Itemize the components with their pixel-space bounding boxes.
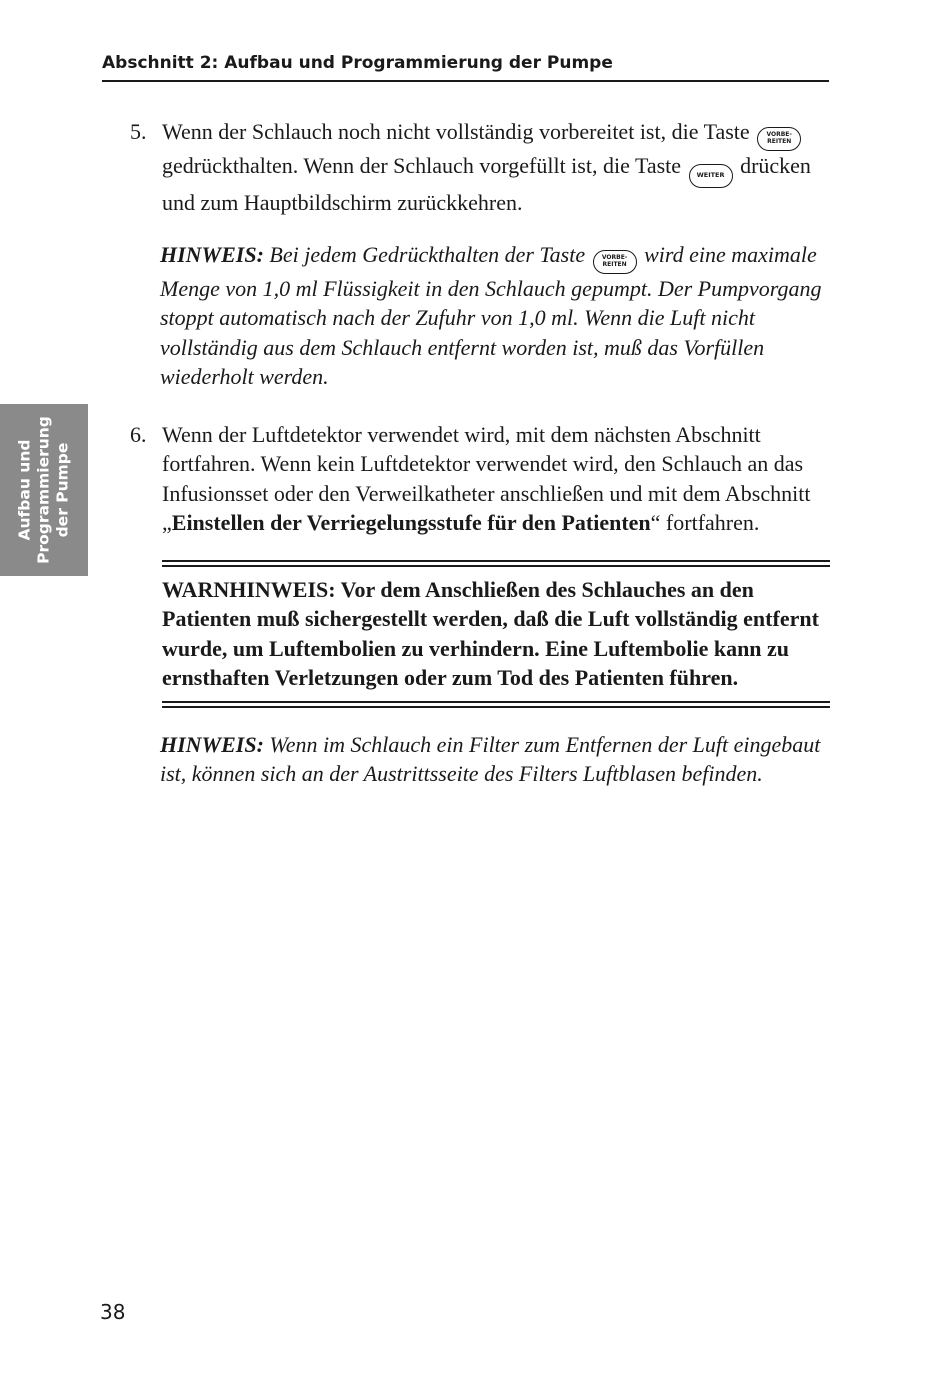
list-item-number: 5.: [130, 119, 147, 144]
running-head: Abschnitt 2: Aufbau und Programmierung der Pumpe: [102, 53, 613, 73]
list-item-5: [130, 117, 830, 218]
list-item-body: [162, 420, 830, 538]
page-number: 38: [100, 1300, 126, 1324]
item5-text-b: gedrückthalten. Wenn der Schlauch vorgefüllt ist, die Taste: [162, 153, 682, 178]
note1-text-b: wird eine maximale Menge von 1,0 ml Flüssigkeit in den Schlauch gepumpt. Der Pumpvorgang stoppt automatisch nach der Zufuhr von 1,0 ml. Wenn die Luft nicht vollständig aus dem Schlauch entfernt worden ist, muß das Vorfüllen wiederholt werden.: [160, 241, 822, 389]
key-label-line-1: VORBE-: [601, 253, 628, 261]
item5-text-a: Wenn der Schlauch noch nicht vollständig vorbereitet ist, die Taste: [162, 119, 750, 144]
key-label-line-2: REITEN: [602, 260, 627, 268]
side-tab-label: [16, 416, 73, 564]
vorbereiten-key-icon: [757, 127, 801, 151]
item6-text-a: Wenn der Luftdetektor verwendet wird, mit dem nächsten Abschnitt fortfahren. Wenn kein Luftdetektor verwendet wird, den Schlauch an das Infusionsset oder den Verweilkatheter anschließen und mit dem Abschnitt „: [162, 421, 811, 535]
side-tab: [0, 404, 88, 576]
key-label-line-1: VORBE-: [766, 131, 792, 138]
section-reference: Einstellen der Verriegelungsstufe für den Patienten: [171, 510, 651, 535]
side-tab-line-2: Programmierung: [34, 416, 53, 564]
list-item-6: [130, 420, 830, 538]
page-content: [130, 117, 830, 789]
list-item-body: [162, 117, 830, 218]
note2-text: Wenn im Schlauch ein Filter zum Entfernen der Luft eingebaut ist, können sich an der Austrittsseite des Filters Luftblasen befinden.: [160, 731, 821, 786]
warning-top-rule: [162, 560, 830, 567]
note1-text-a: Bei jedem Gedrückthalten der Taste: [269, 241, 586, 267]
key-label-line-2: REITEN: [767, 138, 792, 145]
side-tab-line-1: Aufbau und: [15, 439, 34, 541]
vorbereiten-key-icon: [593, 250, 637, 274]
warning-text: WARNHINWEIS: Vor dem Anschließen des Schlauches an den Patienten muß sichergestellt werden, daß die Luft vollständig entfernt wurde, um Luftembolien zu verhindern. Eine Luftembolie kann zu ernsthaften Verletzungen oder zum Tod des Patienten führen.: [162, 576, 819, 690]
weiter-key-icon: [689, 164, 733, 188]
side-tab-line-3: der Pumpe: [53, 442, 72, 538]
note-label: HINWEIS:: [160, 241, 264, 267]
note-1: [160, 240, 830, 392]
warning-box: [162, 560, 830, 708]
item6-text-c: “ fortfahren.: [650, 510, 760, 535]
note-2: [160, 730, 830, 789]
item5-text-c: drücken und zum Hauptbildschirm zurückkehren.: [162, 153, 811, 215]
warning-bottom-rule: [162, 701, 830, 708]
list-item-number: 6.: [130, 421, 147, 447]
note-label: HINWEIS:: [160, 731, 264, 757]
key-label: WEITER: [696, 171, 725, 179]
header-rule: [102, 80, 829, 82]
